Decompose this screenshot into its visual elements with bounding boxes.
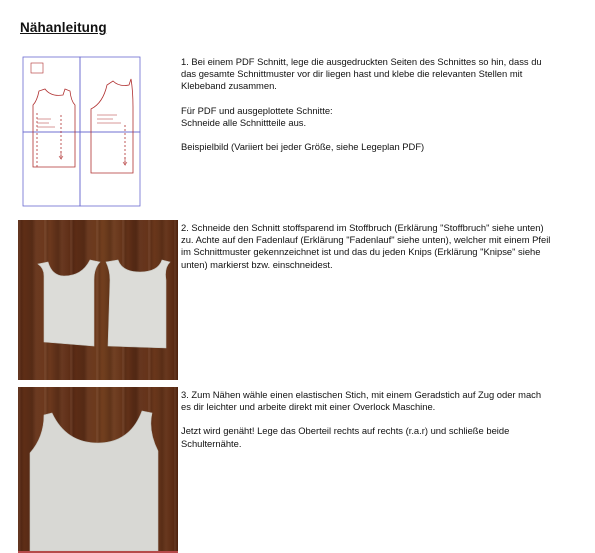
step-3-paragraph-1: 3. Zum Nähen wähle einen elastischen Stich, mit einem Geradstich auf Zug oder mach es dir leichter und arbeite direkt mit einer Overlock Maschine. [181, 389, 542, 413]
step-1-pdf-heading: Für PDF und ausgeplottete Schnitte: [181, 104, 333, 116]
step-2-paragraph-1: 2. Schneide den Schnitt stoffsparend im Stoffbruch (Erklärung "Stoffbruch" siehe unten) zu. Achte auf den Fadenlauf (Erklärung "Fadenlauf" siehe unten), welcher mit einem Pfeil im Schnittmuster gekennzeichnet ist und das du jeden Knips (Erklärung "Knipse" siehe unten) markierst bzw. einschneidest. [181, 222, 551, 270]
step-3-text [181, 389, 553, 462]
step-1-paragraph-2 [181, 105, 553, 129]
page-title: Nähanleitung [20, 20, 107, 35]
step-3-paragraph-2: Jetzt wird genäht! Lege das Oberteil rechts auf rechts (r.a.r) und schließe beide Schulternähte. [181, 425, 510, 449]
back-fabric-piece [106, 260, 170, 348]
front-piece [33, 89, 75, 167]
step-1-cut-instruction: Schneide alle Schnittteile aus. [181, 116, 307, 128]
step-1-paragraph-1: 1. Bei einem PDF Schnitt, lege die ausgedruckten Seiten des Schnittes so hin, dass du das gesamte Schnittmuster vor dir liegen hast und klebe die relevanten Stellen mit Klebeband zusammen. [181, 56, 542, 92]
fabric-pieces [18, 220, 178, 380]
step-1-example-caption: Beispielbild (Variiert bei jeder Größe, siehe Legeplan PDF) [181, 141, 425, 153]
sewn-top-piece [30, 411, 158, 551]
cut-fabric-pieces-photo [18, 220, 178, 380]
sewn-shoulder-photo [18, 387, 178, 551]
step-1-text [181, 56, 553, 165]
page-tile-grid [23, 57, 140, 206]
test-square [31, 63, 43, 73]
front-fabric-piece [38, 260, 100, 346]
step-2-text [181, 222, 553, 283]
back-piece [91, 79, 133, 173]
pattern-layout-image [21, 55, 175, 208]
sewn-top-fabric [18, 387, 178, 551]
sewing-pattern-diagram [21, 55, 175, 208]
